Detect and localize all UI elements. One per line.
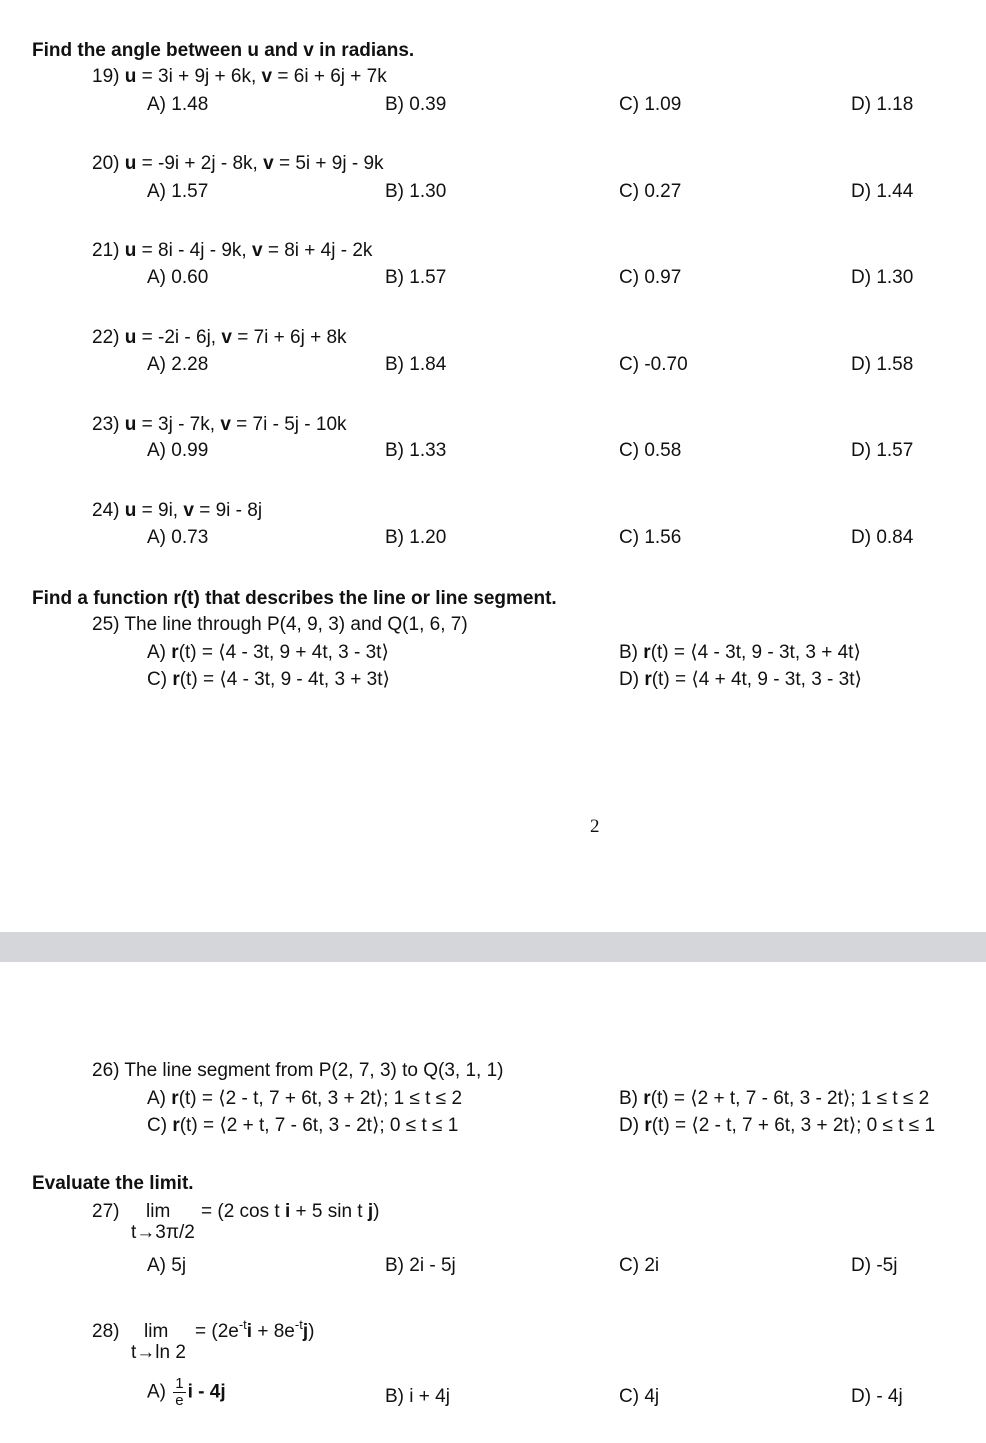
choice-expression: (t) = ⟨4 + 4t, 9 - 3t, 3 - 3t⟩ (651, 669, 862, 690)
section-heading-angle: Find the angle between u and v in radians. (32, 40, 415, 61)
choice-expression: (t) = ⟨2 + t, 7 - 6t, 3 - 2t⟩; 1 ≤ t ≤ 2 (650, 1088, 930, 1109)
choice-b: B) 2i - 5j (385, 1255, 456, 1276)
page-number: 2 (590, 816, 600, 837)
section-heading-line: Find a function r(t) that describes the line or line segment. (32, 588, 557, 609)
vector-v: v (183, 500, 194, 521)
choice-a: A) 0.99 (147, 440, 209, 461)
fraction (173, 1376, 185, 1409)
vector-u: u (124, 414, 137, 435)
choice-a (147, 1376, 226, 1409)
section-heading-limit: Evaluate the limit. (32, 1173, 194, 1194)
limit-subscript: t→3π/2 (131, 1222, 195, 1243)
expression-part: + 5 sin t (290, 1201, 368, 1222)
choice-expression: (t) = ⟨2 - t, 7 + 6t, 3 + 2t⟩; 1 ≤ t ≤ 2 (178, 1088, 463, 1109)
limit-expression (195, 1317, 315, 1343)
vector-u: u (124, 153, 137, 174)
choice-a: A) 0.73 (147, 527, 209, 548)
choice-b: B) 1.84 (385, 354, 447, 375)
limit-operator: lim (144, 1321, 169, 1342)
v-expression: = 5i + 9j - 9k (273, 153, 384, 174)
expression-part: ) (373, 1201, 380, 1222)
choice-expression: (t) = ⟨2 + t, 7 - 6t, 3 - 2t⟩; 0 ≤ t ≤ 1 (179, 1115, 459, 1136)
unit-vector-j: j (302, 1321, 309, 1342)
choice-b: B) 1.57 (385, 267, 447, 288)
choice-c: C) 1.56 (619, 527, 682, 548)
question-number: 22) (92, 327, 120, 348)
choice-d: D) 1.44 (851, 181, 914, 202)
vector-r: r (172, 669, 180, 690)
expression-part: + 8e (252, 1321, 295, 1342)
choice-b: B) 1.30 (385, 181, 447, 202)
expression-part: ) (308, 1321, 315, 1342)
vector-v: v (263, 153, 274, 174)
vector-r: r (171, 642, 179, 663)
vector-r: r (644, 1115, 652, 1136)
choice-d: D) 1.30 (851, 267, 914, 288)
choice-label: B) (619, 642, 644, 663)
question-21 (92, 240, 372, 262)
choice-b: B) 0.39 (385, 94, 447, 115)
choice-c (147, 668, 390, 691)
choice-d: D) 1.58 (851, 354, 914, 375)
page-divider (0, 932, 986, 962)
vector-r: r (172, 1115, 180, 1136)
choice-label: B) (619, 1088, 644, 1109)
vector-v: v (221, 327, 232, 348)
v-expression: = 7i - 5j - 10k (230, 414, 347, 435)
choice-c: C) 4j (619, 1386, 660, 1407)
choice-a (147, 1087, 462, 1110)
v-expression: = 8i + 4j - 2k (262, 240, 373, 261)
choice-label: D) (619, 1115, 645, 1136)
choice-d (619, 1114, 935, 1137)
u-expression: = -9i + 2j - 8k, (136, 153, 264, 174)
choice-expression: (t) = ⟨4 - 3t, 9 - 4t, 3 + 3t⟩ (179, 669, 390, 690)
u-expression: = -2i - 6j, (136, 327, 222, 348)
choice-expression: (t) = ⟨4 - 3t, 9 + 4t, 3 - 3t⟩ (178, 642, 389, 663)
choice-d (619, 668, 862, 691)
choice-b: B) 1.33 (385, 440, 447, 461)
choice-c (147, 1114, 458, 1137)
choice-expression: i - 4j (187, 1381, 226, 1403)
question-22 (92, 327, 347, 349)
choice-c: C) 2i (619, 1255, 660, 1276)
vector-u: u (124, 66, 137, 87)
choice-label: A) (147, 642, 172, 663)
choice-d: D) -5j (851, 1255, 898, 1276)
choice-b (619, 1087, 929, 1110)
vector-v: v (251, 240, 263, 261)
u-expression: = 9i, (136, 500, 184, 521)
choice-c: C) 0.58 (619, 440, 682, 461)
choice-label: C) (147, 669, 173, 690)
vector-r: r (171, 1088, 179, 1109)
question-number: 21) (92, 240, 120, 261)
choice-label: A) (147, 1088, 172, 1109)
choice-d: D) 0.84 (851, 527, 914, 548)
vector-u: u (124, 500, 137, 521)
vector-v: v (261, 66, 273, 87)
choice-c: C) 0.97 (619, 267, 682, 288)
choice-expression: (t) = ⟨2 - t, 7 + 6t, 3 + 2t⟩; 0 ≤ t ≤ 1 (651, 1115, 936, 1136)
vector-u: u (124, 240, 137, 261)
limit-subscript: t→ln 2 (131, 1342, 186, 1363)
unit-vector-i: i (284, 1201, 291, 1222)
choice-c: C) 0.27 (619, 181, 682, 202)
question-20 (92, 153, 384, 175)
v-expression: = 7i + 6j + 8k (231, 327, 347, 348)
choice-b (619, 641, 861, 664)
choice-label: A) (147, 1381, 172, 1403)
question-24 (92, 500, 262, 522)
question-23 (92, 414, 347, 436)
exponent: -t (238, 1317, 247, 1332)
question-number: 23) (92, 414, 120, 435)
vector-r: r (643, 642, 651, 663)
question-number: 27) (92, 1201, 120, 1222)
choice-a: A) 2.28 (147, 354, 209, 375)
limit-expression (201, 1201, 379, 1223)
choice-expression: (t) = ⟨4 - 3t, 9 - 3t, 3 + 4t⟩ (650, 642, 861, 663)
vector-v: v (220, 414, 231, 435)
exponent: -t (294, 1317, 303, 1332)
question-number: 19) (92, 66, 120, 87)
choice-b: B) 1.20 (385, 527, 447, 548)
unit-vector-j: j (367, 1201, 374, 1222)
question-26: 26) The line segment from P(2, 7, 3) to Q(3, 1, 1) (92, 1060, 504, 1081)
expression-part: = (2e (195, 1321, 239, 1342)
u-expression: = 3i + 9j + 6k, (136, 66, 262, 87)
fraction-numerator: 1 (175, 1375, 184, 1392)
vector-u: u (124, 327, 137, 348)
choice-d: D) 1.18 (851, 94, 914, 115)
expression-part: = (2 cos t (201, 1201, 285, 1222)
question-number: 20) (92, 153, 120, 174)
choice-label: C) (147, 1115, 173, 1136)
choice-c: C) -0.70 (619, 354, 688, 375)
fraction-denominator: e (175, 1392, 184, 1409)
limit-operator: lim (146, 1201, 171, 1222)
choice-a: A) 0.60 (147, 267, 209, 288)
choice-d: D) - 4j (851, 1386, 903, 1407)
vector-r: r (643, 1088, 651, 1109)
question-number: 24) (92, 500, 120, 521)
choice-a: A) 1.48 (147, 94, 209, 115)
u-expression: = 3j - 7k, (136, 414, 221, 435)
choice-a: A) 5j (147, 1255, 187, 1276)
choice-d: D) 1.57 (851, 440, 914, 461)
question-25: 25) The line through P(4, 9, 3) and Q(1, 6, 7) (92, 614, 468, 635)
choice-c: C) 1.09 (619, 94, 682, 115)
choice-a (147, 641, 389, 664)
unit-vector-i: i (246, 1321, 253, 1342)
v-expression: = 9i - 8j (193, 500, 263, 521)
question-number: 28) (92, 1321, 120, 1342)
choice-b: B) i + 4j (385, 1386, 450, 1407)
choice-label: D) (619, 669, 645, 690)
v-expression: = 6i + 6j + 7k (272, 66, 387, 87)
question-19 (92, 66, 387, 88)
choice-a: A) 1.57 (147, 181, 209, 202)
vector-r: r (644, 669, 652, 690)
u-expression: = 8i - 4j - 9k, (136, 240, 252, 261)
